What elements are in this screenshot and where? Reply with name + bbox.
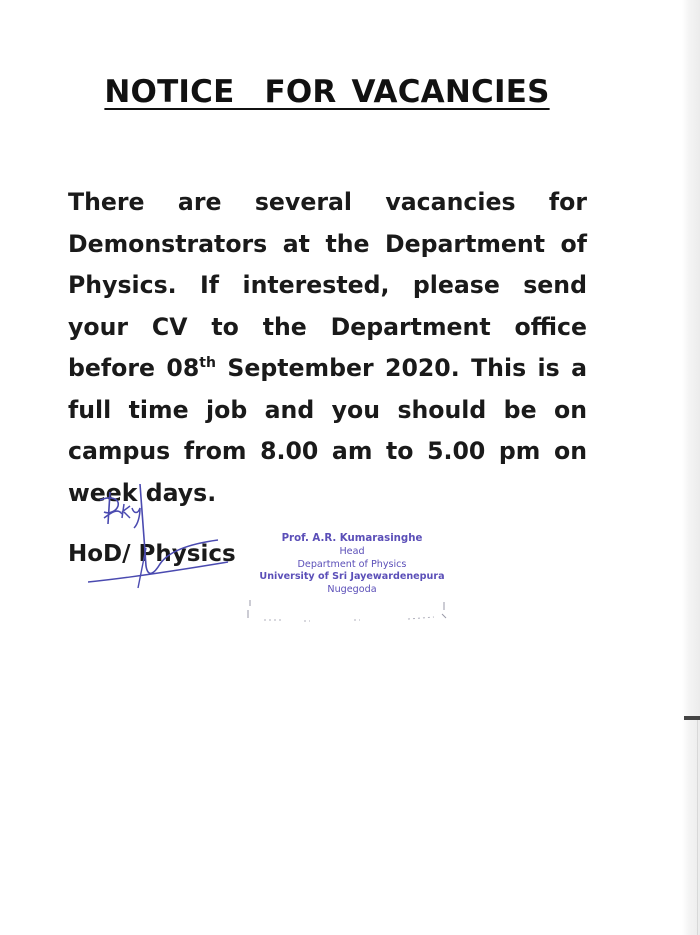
stamp-department: Department of Physics (297, 558, 407, 570)
notice-title-text: NOTICE FOR VACANCIES (104, 74, 550, 110)
handwritten-signature (88, 478, 238, 598)
stamp-border-marks (244, 596, 454, 626)
signoff-title: HoD/ Physics (68, 541, 236, 567)
stamp-position: Head (339, 545, 365, 557)
stamp-name: Prof. A.R. Kumarasinghe (281, 533, 423, 544)
notice-body (68, 182, 587, 514)
notice-body-part-2: September 2020. This is a full time job and you should be on campus from 8.00 am to 5.00 pm on week days. (68, 354, 587, 507)
official-stamp (252, 533, 452, 597)
stamp-location: Nugegoda (327, 584, 377, 596)
stamp-university: University of Sri Jayewardenepura (259, 571, 445, 583)
notice-body-part-1: There are several vacancies for Demonstrators at the Department of Physics. If interested, please send your CV to the Department office before 08 (68, 188, 587, 382)
notice-title (0, 74, 654, 110)
scan-edge-line (697, 720, 698, 935)
ordinal-suffix: th (199, 355, 216, 372)
